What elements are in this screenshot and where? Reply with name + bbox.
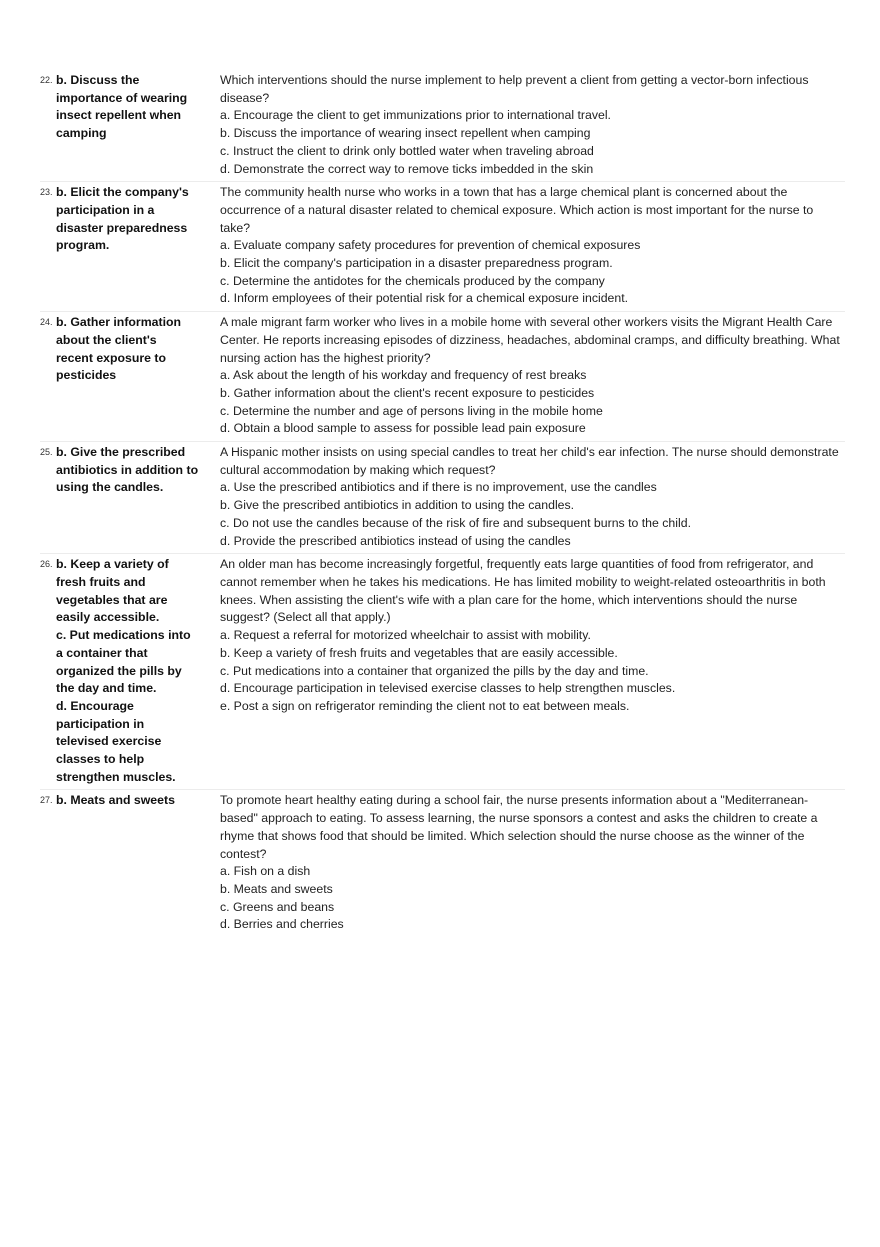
option: a. Request a referral for motorized wheelchair to assist with mobility. — [220, 628, 591, 643]
question-number: 26. — [40, 559, 53, 570]
option: b. Discuss the importance of wearing insect repellent when camping — [220, 126, 591, 141]
answer-cell — [40, 792, 220, 934]
option: b. Keep a variety of fresh fruits and vegetables that are easily accessible. — [220, 645, 618, 660]
option: b. Give the prescribed antibiotics in addition to using the candles. — [220, 498, 575, 513]
question-stem: A Hispanic mother insists on using special candles to treat her child's ear infection. The nurse should demonstrate cultural accommodation by making which request? — [220, 445, 839, 477]
option: d. Demonstrate the correct way to remove ticks imbedded in the skin — [220, 161, 594, 176]
question-cell — [220, 184, 845, 308]
question-row-26 — [40, 554, 845, 790]
option: d. Provide the prescribed antibiotics instead of using the candles — [220, 533, 571, 548]
question-cell — [220, 444, 845, 550]
option: b. Elicit the company's participation in a disaster preparedness program. — [220, 256, 613, 271]
question-number: 23. — [40, 187, 53, 198]
answer-cell — [40, 72, 220, 178]
answer-cell — [40, 184, 220, 308]
question-row-25 — [40, 442, 845, 554]
option: a. Evaluate company safety procedures for prevention of chemical exposures — [220, 238, 641, 253]
option: c. Greens and beans — [220, 899, 335, 914]
answer-cell — [40, 444, 220, 550]
option: d. Encourage participation in televised exercise classes to help strengthen muscles. — [220, 681, 676, 696]
question-stem: Which interventions should the nurse implement to help prevent a client from getting a vector-born infectious disease? — [220, 73, 809, 105]
option: c. Do not use the candles because of the risk of fire and subsequent burns to the child. — [220, 515, 691, 530]
answer-cell — [40, 556, 220, 786]
question-cell — [220, 314, 845, 438]
option: b. Meats and sweets — [220, 881, 333, 896]
question-row-23 — [40, 182, 845, 312]
option: c. Put medications into a container that organized the pills by the day and time. — [220, 663, 649, 678]
question-row-27 — [40, 790, 845, 937]
option: a. Ask about the length of his workday and frequency of rest breaks — [220, 368, 587, 383]
answer-text: b. Elicit the company's participation in a disaster preparedness program. — [56, 185, 189, 253]
answer-text: b. Meats and sweets — [56, 793, 175, 808]
question-cell — [220, 72, 845, 178]
question-stem: A male migrant farm worker who lives in a mobile home with several other workers visits the Migrant Health Care Center. He reports increasing episodes of dizziness, headaches, abdominal cramps, and difficulty breathing. What nursing action has the highest priority? — [220, 315, 840, 365]
answer-text: b. Gather information about the client's recent exposure to pesticides — [56, 315, 182, 383]
answer-text: b. Discuss the importance of wearing insect repellent when camping — [56, 73, 188, 141]
option: e. Post a sign on refrigerator reminding the client not to eat between meals. — [220, 698, 630, 713]
question-stem: The community health nurse who works in a town that has a large chemical plant is concerned about the occurrence of a natural disaster related to chemical exposure. Which action is most important for the nurse to take? — [220, 185, 814, 235]
question-number: 25. — [40, 447, 53, 458]
answer-cell — [40, 314, 220, 438]
option: c. Determine the number and age of persons living in the mobile home — [220, 403, 603, 418]
question-table — [40, 70, 845, 937]
option: c. Determine the antidotes for the chemicals produced by the company — [220, 273, 605, 288]
question-number: 27. — [40, 795, 53, 806]
option: c. Instruct the client to drink only bottled water when traveling abroad — [220, 143, 594, 158]
answer-text: b. Keep a variety of fresh fruits and vegetables that are easily accessible. c. Put medications into a container that organized the pills by the day and time. d. Encourage participation in televised exercise classes to help strengthen muscles. — [56, 557, 191, 784]
option: a. Use the prescribed antibiotics and if there is no improvement, use the candles — [220, 480, 657, 495]
question-row-24 — [40, 312, 845, 442]
question-stem: To promote heart healthy eating during a school fair, the nurse presents information about a "Mediterranean-based" approach to eating. To assess learning, the nurse sponsors a contest and asks the children to create a rhyme that shows food that should be limited. Which selection should the nurse choose as the winner of the contest? — [220, 793, 818, 861]
question-number: 22. — [40, 75, 53, 85]
option: b. Gather information about the client's recent exposure to pesticides — [220, 385, 595, 400]
option: d. Berries and cherries — [220, 917, 344, 932]
option: d. Inform employees of their potential risk for a chemical exposure incident. — [220, 291, 629, 306]
question-number: 24. — [40, 317, 53, 328]
option: d. Obtain a blood sample to assess for possible lead pain exposure — [220, 421, 586, 436]
question-cell — [220, 556, 845, 786]
question-cell — [220, 792, 845, 934]
option: a. Encourage the client to get immunizations prior to international travel. — [220, 108, 611, 123]
option: a. Fish on a dish — [220, 864, 311, 879]
answer-text: b. Give the prescribed antibiotics in addition to using the candles. — [56, 445, 199, 495]
question-stem: An older man has become increasingly forgetful, frequently eats large quantities of food from refrigerator, and cannot remember when he takes his medications. He has limited mobility to weight-related osteoarthritis in both knees. When assisting the client's wife with a plan care for the home, which interventions should the nurse suggest? (Select all that apply.) — [220, 557, 826, 625]
question-row-22 — [40, 70, 845, 182]
